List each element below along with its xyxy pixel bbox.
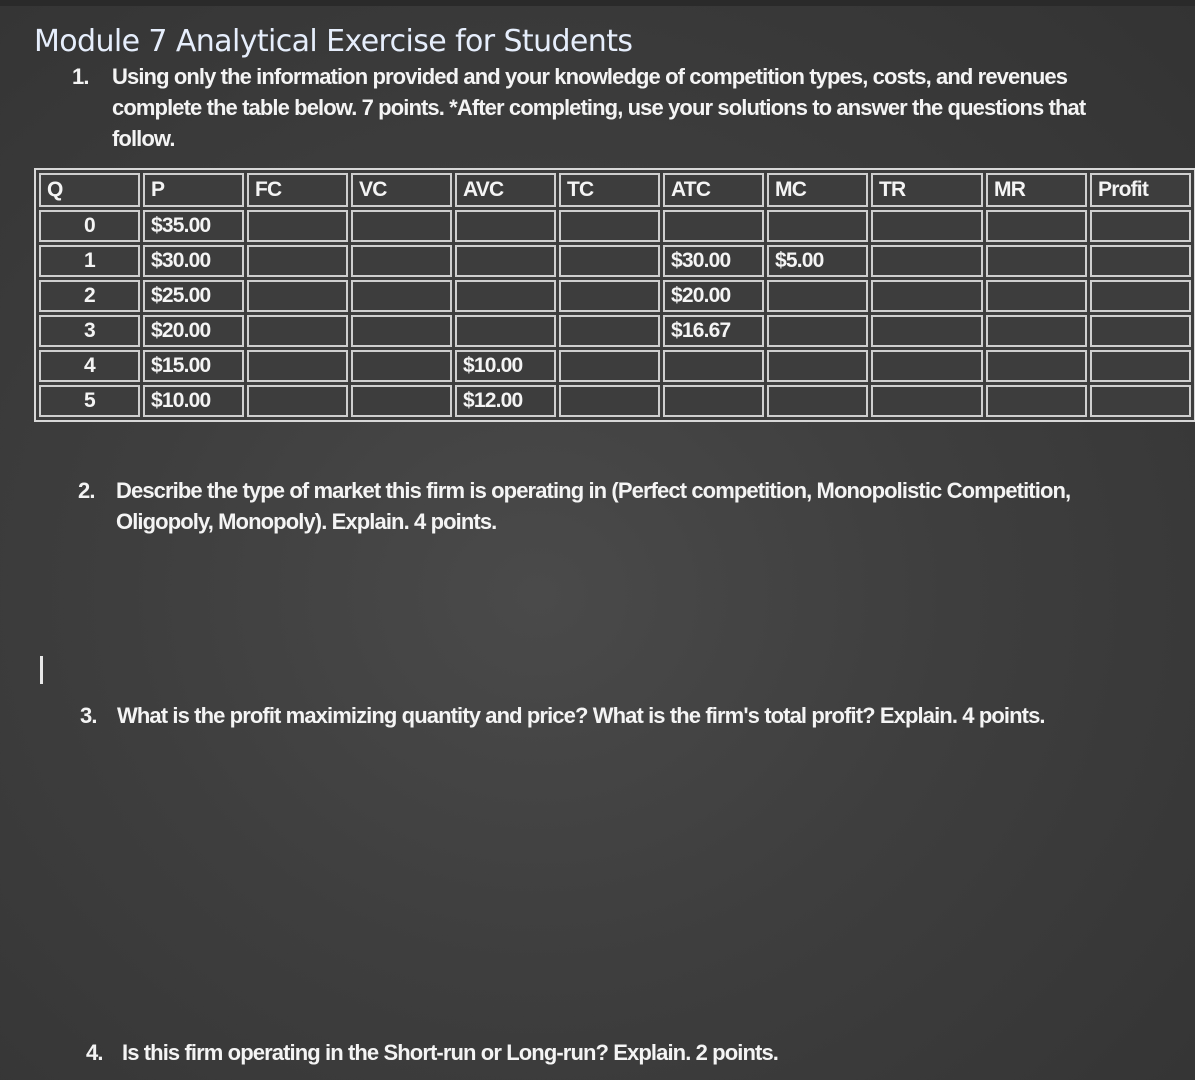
- cell-tc[interactable]: [559, 210, 660, 242]
- cell-tc[interactable]: [559, 385, 660, 417]
- cell-mr[interactable]: [986, 315, 1087, 347]
- table-header-row: [39, 173, 1191, 207]
- question-text: What is the profit maximizing quantity and price? What is the firm's total profit? Explain. 4 points.: [117, 703, 1045, 728]
- cell-mc[interactable]: [767, 280, 868, 312]
- cell-vc[interactable]: [351, 350, 452, 382]
- cell-fc[interactable]: [247, 210, 348, 242]
- column-header-fc: FC: [247, 173, 348, 207]
- question-2: [78, 475, 1108, 537]
- cell-avc[interactable]: $12.00: [455, 385, 556, 417]
- cell-mr[interactable]: [986, 210, 1087, 242]
- table-row: [39, 280, 1191, 312]
- question-4: [86, 1037, 1116, 1068]
- column-header-vc: VC: [351, 173, 452, 207]
- table-row: [39, 350, 1191, 382]
- cell-mc[interactable]: [767, 350, 868, 382]
- cell-vc[interactable]: [351, 385, 452, 417]
- cell-atc[interactable]: $16.67: [663, 315, 764, 347]
- cell-q: 1: [39, 245, 140, 277]
- cell-q: 0: [39, 210, 140, 242]
- cell-tr[interactable]: [871, 350, 983, 382]
- cell-tr[interactable]: [871, 280, 983, 312]
- cell-avc[interactable]: [455, 245, 556, 277]
- cell-profit[interactable]: [1090, 350, 1191, 382]
- cell-fc[interactable]: [247, 245, 348, 277]
- cell-tr[interactable]: [871, 315, 983, 347]
- question-3: [80, 700, 1110, 731]
- cell-q: 3: [39, 315, 140, 347]
- cell-avc[interactable]: [455, 210, 556, 242]
- question-number: 3.: [80, 703, 97, 728]
- cell-vc[interactable]: [351, 210, 452, 242]
- question-text: Using only the information provided and your knowledge of competition types, costs, and revenues complete the table below. 7 points. *After completing, use your solutions to answer the questions that follow.: [112, 64, 1086, 151]
- cell-tc[interactable]: [559, 315, 660, 347]
- question-number: 2.: [78, 478, 95, 503]
- cell-tc[interactable]: [559, 350, 660, 382]
- cell-vc[interactable]: [351, 315, 452, 347]
- column-header-tr: TR: [871, 173, 983, 207]
- cell-q: 2: [39, 280, 140, 312]
- cell-profit[interactable]: [1090, 210, 1191, 242]
- cell-avc[interactable]: [455, 280, 556, 312]
- text-cursor: [40, 656, 43, 684]
- column-header-profit: Profit: [1090, 173, 1191, 207]
- cell-avc[interactable]: [455, 315, 556, 347]
- cell-mc[interactable]: [767, 210, 868, 242]
- question-number: 4.: [86, 1040, 103, 1065]
- cell-mr[interactable]: [986, 280, 1087, 312]
- table-row: [39, 315, 1191, 347]
- cell-fc[interactable]: [247, 315, 348, 347]
- column-header-tc: TC: [559, 173, 660, 207]
- table-row: [39, 245, 1191, 277]
- cell-mr[interactable]: [986, 245, 1087, 277]
- cell-q: 4: [39, 350, 140, 382]
- cell-atc[interactable]: [663, 350, 764, 382]
- cell-p: $20.00: [143, 315, 244, 347]
- cell-profit[interactable]: [1090, 315, 1191, 347]
- cell-tc[interactable]: [559, 280, 660, 312]
- cell-mc[interactable]: [767, 385, 868, 417]
- question-1: [72, 61, 1112, 154]
- cell-vc[interactable]: [351, 280, 452, 312]
- cell-fc[interactable]: [247, 350, 348, 382]
- column-header-mr: MR: [986, 173, 1087, 207]
- cell-mc[interactable]: $5.00: [767, 245, 868, 277]
- cell-p: $30.00: [143, 245, 244, 277]
- question-number: 1.: [72, 64, 89, 89]
- question-text: Describe the type of market this firm is operating in (Perfect competition, Monopolistic Competition, Oligopoly, Monopoly). Explain. 4 points.: [116, 478, 1071, 534]
- top-border: [0, 0, 1195, 6]
- cell-tr[interactable]: [871, 385, 983, 417]
- cell-tr[interactable]: [871, 245, 983, 277]
- cell-atc[interactable]: [663, 210, 764, 242]
- question-text: Is this firm operating in the Short-run or Long-run? Explain. 2 points.: [122, 1040, 778, 1065]
- cell-p: $15.00: [143, 350, 244, 382]
- page-title: Module 7 Analytical Exercise for Students: [34, 24, 633, 59]
- table-row: [39, 210, 1191, 242]
- column-header-q: Q: [39, 173, 140, 207]
- cell-mr[interactable]: [986, 350, 1087, 382]
- cell-fc[interactable]: [247, 280, 348, 312]
- column-header-atc: ATC: [663, 173, 764, 207]
- cell-p: $25.00: [143, 280, 244, 312]
- column-header-p: P: [143, 173, 244, 207]
- cell-profit[interactable]: [1090, 245, 1191, 277]
- cell-p: $35.00: [143, 210, 244, 242]
- cell-profit[interactable]: [1090, 385, 1191, 417]
- cell-avc[interactable]: $10.00: [455, 350, 556, 382]
- cell-atc[interactable]: [663, 385, 764, 417]
- cell-fc[interactable]: [247, 385, 348, 417]
- cell-mr[interactable]: [986, 385, 1087, 417]
- cell-tr[interactable]: [871, 210, 983, 242]
- cell-mc[interactable]: [767, 315, 868, 347]
- cell-q: 5: [39, 385, 140, 417]
- column-header-mc: MC: [767, 173, 868, 207]
- cell-tc[interactable]: [559, 245, 660, 277]
- cell-atc[interactable]: $20.00: [663, 280, 764, 312]
- column-header-avc: AVC: [455, 173, 556, 207]
- cell-atc[interactable]: $30.00: [663, 245, 764, 277]
- cell-p: $10.00: [143, 385, 244, 417]
- cost-revenue-table: [34, 168, 1195, 422]
- cell-vc[interactable]: [351, 245, 452, 277]
- table-row: [39, 385, 1191, 417]
- cell-profit[interactable]: [1090, 280, 1191, 312]
